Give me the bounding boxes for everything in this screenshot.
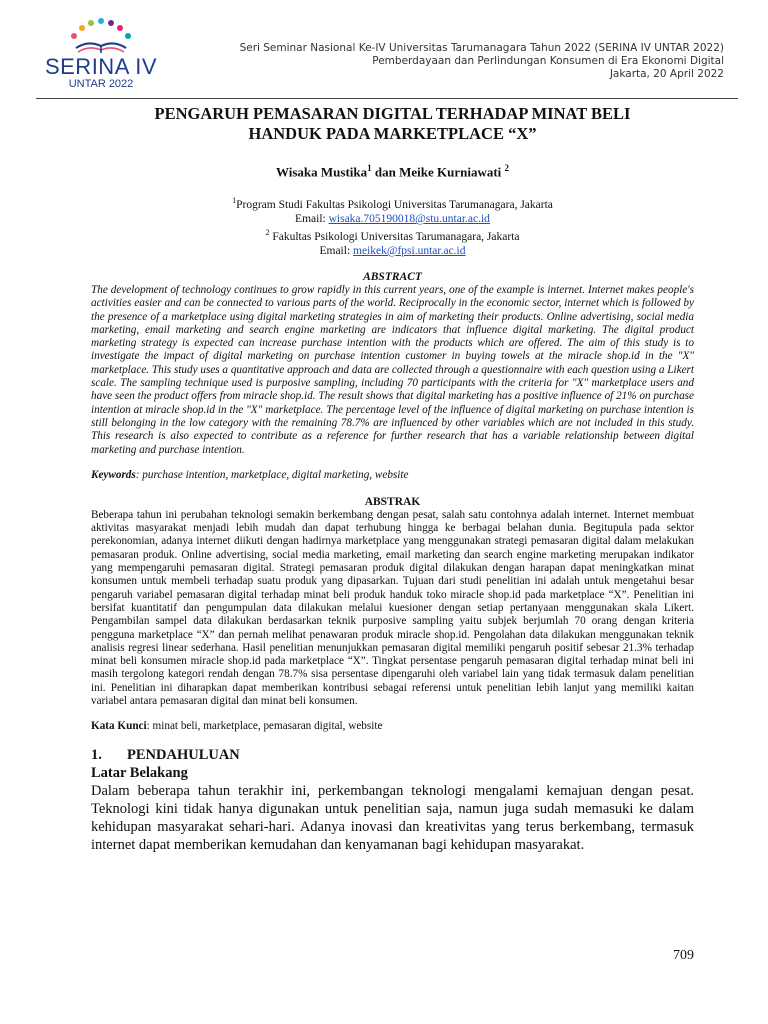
affiliation-1 [91,194,694,212]
page-header [0,0,768,100]
page-number: 709 [673,948,694,963]
body-paragraph: Dalam beberapa tahun terakhir ini, perkembangan teknologi mengalami kemajuan dengan pesat. Teknologi kini tidak hanya digunakan untuk penelitian saja, namun juga sudah memasuki ke dalam kehidupan masyarakat sehari-hari. Adanya inovasi dan kreativitas yang terus berkembang, termasuk internet dapat memberikan kemudahan dan kenyamanan bagi kehidupan masyarakat. [91,783,694,853]
seminar-info [240,42,724,81]
author-2: dan Meike Kurniawati [371,164,502,180]
affiliation-1-sup: 1 [232,196,237,206]
author-2-sup: 2 [504,163,510,173]
abstract-english: The development of technology continues to grow rapidly in this current years, one of the example is internet. Internet makes people's activities easier and can be connected to various parts of the world. Reciprocally in the economic sector, internet which is followed by the presence of a marketplace using digital marketing strategies in aim of marketing their products. Online advertising, social media marketing, email marketing and search engine marketing are indicators that influence digital marketing. The digital product marketing strategy is expected can increase purchase intention with the products which are offered. The aim of this study is to investigate the impact of digital marketing on purchase intention customer in buying towels at the miracle shop.id in the "X" marketplace. This study uses a quantitative approach and data are collected through a questionnaire with each question using a Likert scale. The sampling technique used is purposive sampling, including 70 participants with the criteria for "X" marketplace users and have seen the product offers from miracle shop.id. The result shows that digital marketing has a positive influence of 21% on purchase intention at miracle shop.id in the "X" marketplace. The percentage level of the influence of digital marketing on purchase intention is still belonging in the low category with the remaining 78.7% are influenced by other variables which are not included in this study. This research is also expected to contribute as a reference for further research that has a variable relationship between digital marketing and purchase intention. [91,283,695,456]
keywords-text: : purchase intention, marketplace, digital marketing, website [135,468,409,481]
serina-logo [36,14,166,94]
logo-wordmark: SERINA IV [44,54,158,79]
abstrak-indonesian: Beberapa tahun ini perubahan teknologi semakin berkembang dengan pesat, salah satu contohnya adalah internet. Internet membuat aktivitas masyarakat menjadi lebih mudah dan dapat terhubung hingga ke berbagai belahan dunia. Begitupula pada sektor perekonomian, adanya internet diikuti dengan hadirnya marketplace yang menggunakan strategi pemasaran digital dalam melakukan pemasaran produk. Online advertising, social media marketing, email marketing dan search engine marketing merupakan indikator yang mempengaruhi pemasaran digital. Strategi pemasaran produk digital dilakukan dengan harapan dapat meningkatkan minat konsumen untuk membeli terhadap suatu produk yang dipasarkan. Tujuan dari studi penelitian ini adalah untuk mengetahui besar pengaruh variabel pemasaran digital terhadap minat beli produk handuk toko miracle shop.id pada marketplace “X”. Penelitian ini bersifat kuantitatif dan pengumpulan data dilakukan melalui kuesioner dengan setiap pertanyaan menggunakan skala Likert. Pengambilan sampel data dilakukan berdasarkan teknik purposive sampling yaitu subjek berjumlah 70 orang dengan kriteria pengguna marketplace “X” dan pernah melihat penawaran produk miracle shop.id. Pengolahan data dilakukan menggunakan teknik analisis regresi linear sederhana. Hasil penelitian menunjukkan pemasaran digital memiliki pengaruh positif sebesar 21.3% terhadap minat beli konsumen miracle shop.id pada marketplace “X”. Tingkat persentase pengaruh pemasaran digital terhadap minat beli ini masih tergolong kategori rendah dengan 78.7% sisa persentase dipengaruhi oleh variabel lain yang tidak termasuk dalam penelitian ini. Penelitian ini diharapkan dapat memberikan kontribusi sebagai referensi untuk penelitian lebih lanjut yang memiliki kaitan variabel antara pemasaran digital dan minat beli konsumen. [91,508,694,707]
affiliations [91,194,694,258]
paper-content [91,104,694,854]
kata-kunci-text: : minat beli, marketplace, pemasaran digital, website [146,720,383,733]
affiliation-2-text: Fakultas Psikologi Universitas Tarumanagara, Jakarta [269,230,520,243]
abstrak-heading: ABSTRAK [364,495,421,508]
subsection-heading: Latar Belakang [91,765,188,782]
keywords-label: Keywords [91,468,136,481]
logo-book-icon [36,14,166,56]
logo-subtitle: UNTAR 2022 [68,78,134,90]
email-2-link[interactable]: meikek@fpsi.untar.ac.id [353,244,466,257]
section-number: 1. [91,747,102,764]
section-title: PENDAHULUAN [127,747,240,764]
keywords [91,469,694,481]
email-2-line [91,244,694,258]
affiliation-2 [91,226,694,244]
email-1-link[interactable]: wisaka.705190018@stu.untar.ac.id [328,213,490,226]
affiliation-2-sup: 2 [265,228,270,238]
email-1-line [91,212,694,226]
kata-kunci [91,720,694,732]
author-1: Wisaka Mustika [275,164,368,180]
seminar-line-3: Jakarta, 20 April 2022 [609,68,724,80]
paper-title [91,104,694,144]
seminar-line-1: Seri Seminar Nasional Ke-IV Universitas Tarumanagara Tahun 2022 (SERINA IV UNTAR 2022) [239,42,724,54]
header-divider [36,98,738,99]
kata-kunci-label: Kata Kunci [91,720,147,733]
seminar-line-2: Pemberdayaan dan Perlindungan Konsumen di Era Ekonomi Digital [372,55,724,67]
email-2-label: Email: [319,244,354,257]
email-1-label: Email: [295,213,329,226]
title-line-2: HANDUK PADA MARKETPLACE “X” [248,124,537,143]
title-line-1: PENGARUH PEMASARAN DIGITAL TERHADAP MINAT BELI [154,104,631,123]
author-1-sup: 1 [367,163,372,173]
author-list [91,163,694,180]
section-heading [91,747,694,764]
affiliation-1-text: Program Studi Fakultas Psikologi Universitas Tarumanagara, Jakarta [236,199,553,212]
abstract-heading: ABSTRACT [363,270,422,283]
